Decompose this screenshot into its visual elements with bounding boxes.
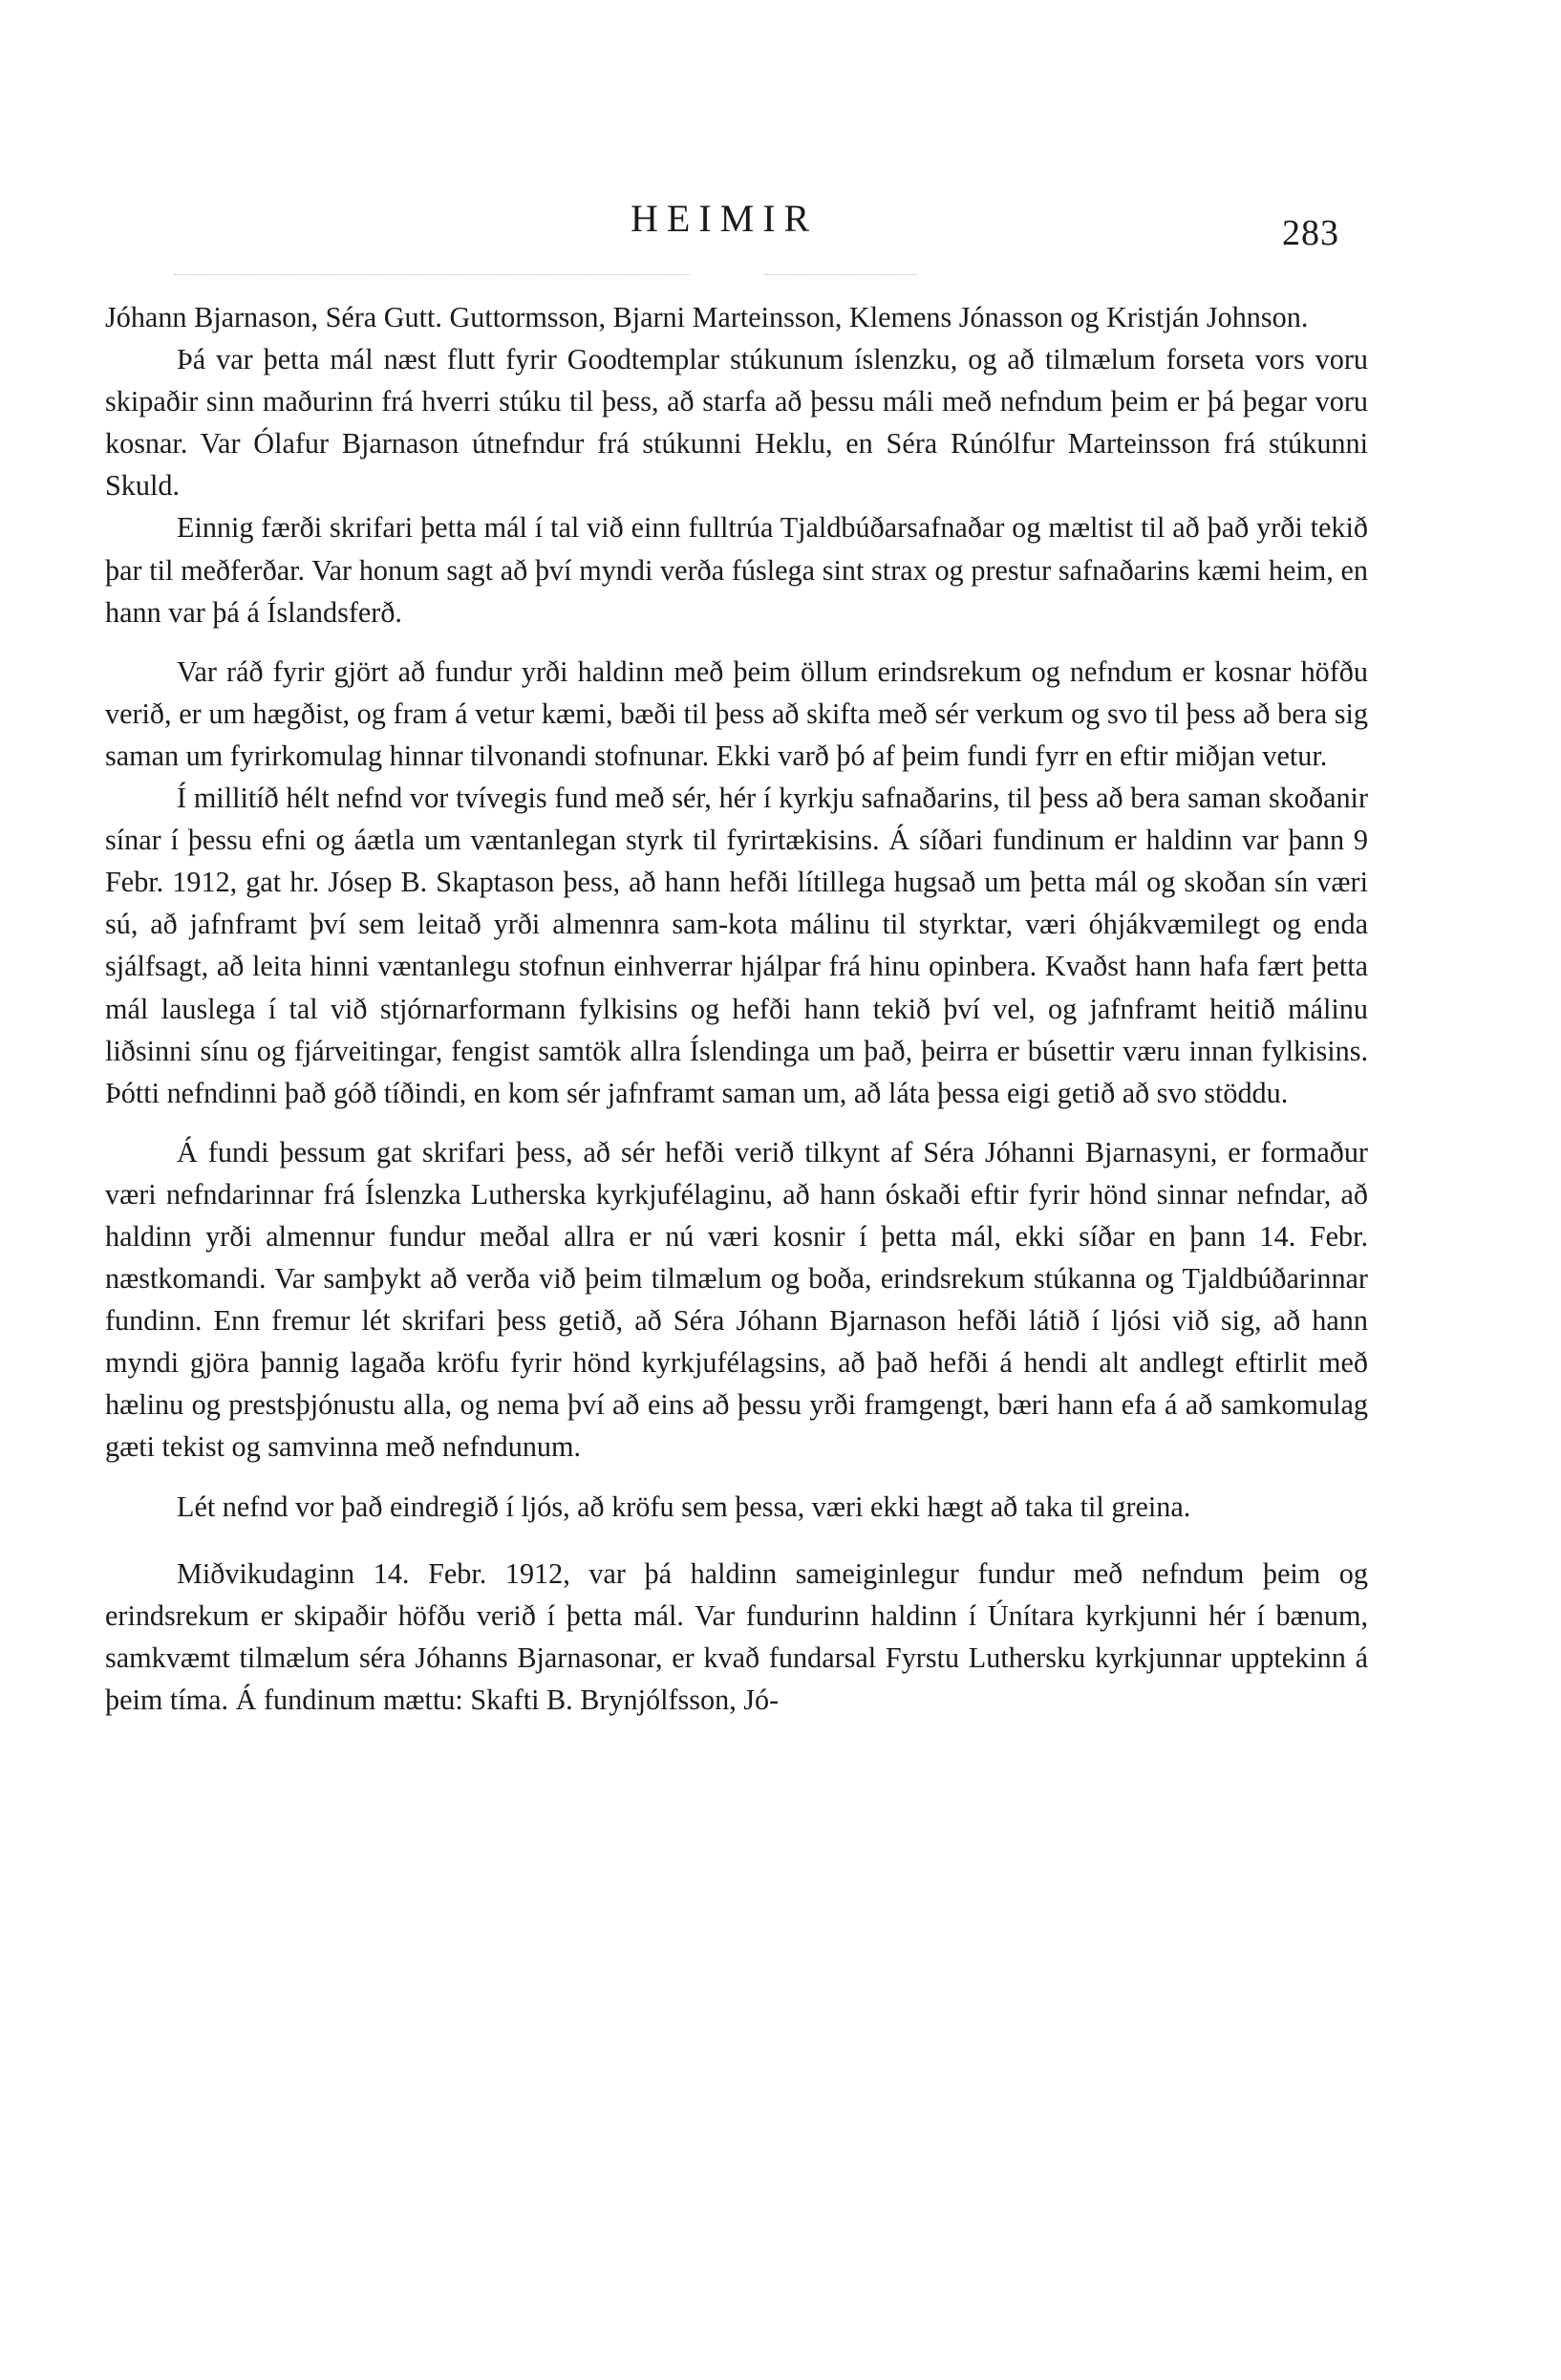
header-rule-left (174, 274, 690, 275)
page-number: 283 (1282, 213, 1339, 253)
paragraph-8: Miðvikudaginn 14. Febr. 1912, var þá haldinn sameiginlegur fundur með nefndum þeim og erindsrekum er skipaðir höfðu verið í þetta mál. Var fundurinn haldinn í Únítara kyrkjunni hér í bænum, samkvæmt tilmælum séra Jóhanns Bjarnasonar, er kvað fundarsal Fyrstu Luthersku kyrkjunnar upptekinn á þeim tíma. Á fundinum mættu: Skafti B. Brynjólfsson, Jó- (105, 1556, 1368, 1716)
header-rule-right (764, 274, 917, 275)
running-header-title: HEIMIR (631, 197, 819, 240)
paragraph-2: Þá var þetta mál næst flutt fyrir Goodtemplar stúkunum íslenzku, og að tilmælum forseta vors voru skipaðir sinn maðurinn frá hverri stúku til þess, að starfa að þessu máli með nefndum þeim er þá þegar voru kosnar. Var Ólafur Bjarnason útnefndur frá stúkunni Heklu, en Séra Rúnólfur Marteinsson frá stúkunni Skuld. (105, 343, 1368, 503)
body-text (105, 296, 1368, 1721)
paragraph-4: Var ráð fyrir gjört að fundur yrði haldinn með þeim öllum erindsrekum og nefndum er kosnar höfðu verið, er um hægðist, og fram á vetur kæmi, bæði til þess að skifta með sér verkum og svo til þess að bera sig saman um fyrirkomulag hinnar tilvonandi stofnunar. Ekki varð þó af þeim fundi fyrr en eftir miðjan vetur. (105, 654, 1368, 772)
paragraph-7: Lét nefnd vor það eindregið í ljós, að kröfu sem þessa, væri ekki hægt að taka til greina. (177, 1490, 1191, 1523)
paragraph-1: Jóhann Bjarnason, Séra Gutt. Guttormsson, Bjarni Marteinsson, Klemens Jónasson og Kristján Johnson. (105, 301, 1309, 333)
paragraph-6: Á fundi þessum gat skrifari þess, að sér hefði verið tilkynt af Séra Jóhanni Bjarnasyni, er formaður væri nefndarinnar frá Íslenzka Lutherska kyrkjufélaginu, að hann óskaði eftir fyrir hönd sinnar nefndar, að haldinn yrði almennur fundur meðal allra er nú væri kosnir í þetta mál, ekki síðar en þann 14. Febr. næstkomandi. Var samþykt að verða við þeim tilmælum og boða, erindsrekum stúkanna og Tjaldbúðarinnar fundinn. Enn fremur lét skrifari þess getið, að Séra Jóhann Bjarnason hefði látið í ljósi við sig, að hann myndi gjöra þannig lagaða kröfu fyrir hönd kyrkjufélagsins, að það hefði á hendi alt andlegt eftirlit með hælinu og prestsþjónustu alla, og nema því að eins að þessu yrði framgengt, bæri hann efa á að samkomulag gæti tekist og samvinna með nefndunum. (105, 1135, 1368, 1464)
paragraph-5: Í millitíð hélt nefnd vor tvívegis fund með sér, hér í kyrkju safnaðarins, til þess að bera saman skoðanir sínar í þessu efni og áætla um væntanlegan styrk til fyrirtækisins. Á síðari fundinum er haldinn var þann 9 Febr. 1912, gat hr. Jósep B. Skaptason þess, að hann hefði lítillega hugsað um þetta mál og skoðan sín væri sú, að jafnframt því sem leitað yrði almennra sam-kota málinu til styrktar, væri óhjákvæmilegt og enda sjálfsagt, að leita hinni væntanlegu stofnun einhverrar hjálpar frá hinu opinbera. Kvaðst hann hafa fært þetta mál lauslega í tal við stjórnarformann fylkisins og hefði hann tekið því vel, og jafnframt heitið málinu liðsinni sínu og fjárveitingar, fengist samtök allra Íslendinga um það, þeirra er búsettir væru innan fylkisins. Þótti nefndinni það góð tíðindi, en kom sér jafnframt saman um, að láta þessa eigi getið að svo stöddu. (105, 782, 1368, 1109)
paragraph-3: Einnig færði skrifari þetta mál í tal við einn fulltrúa Tjaldbúðarsafnaðar og mæltist til að það yrði tekið þar til meðferðar. Var honum sagt að því myndi verða fúslega sint strax og prestur safnaðarins kæmi heim, en hann var þá á Íslandsferð. (105, 511, 1368, 629)
